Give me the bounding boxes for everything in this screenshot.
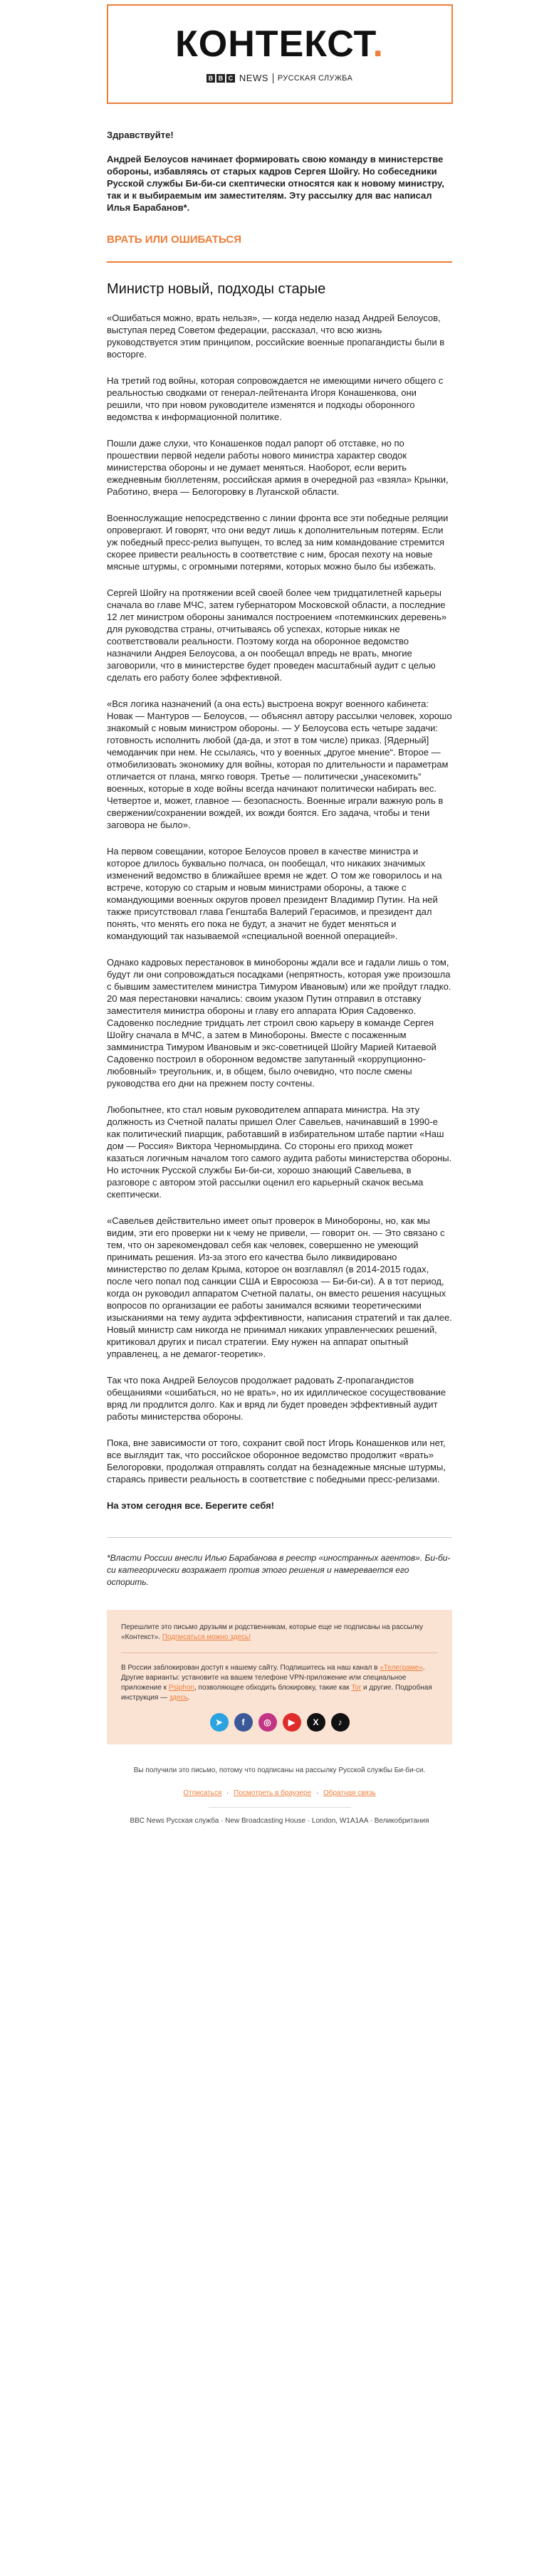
article-column	[107, 130, 452, 1826]
paragraph: «Ошибаться можно, врать нельзя», — когда неделю назад Андрей Белоусов, выступая перед Советом федерации, рассказал, что всю жизнь руководствуется этим принципом, российские военные пропагандисты были в восторге.	[107, 313, 445, 360]
kontekst-logo	[108, 6, 451, 63]
social-links	[121, 1713, 438, 1732]
article-title: Министр новый, подходы старые	[107, 281, 326, 297]
forward-note	[121, 1623, 438, 1643]
view-in-browser-link[interactable]: Посмотреть в браузере	[234, 1789, 312, 1797]
x-icon[interactable]: X	[307, 1713, 325, 1732]
logo-text: КОНТЕКСТ	[175, 23, 373, 65]
telegram-link[interactable]: «Телеграме»	[380, 1664, 423, 1672]
paragraph: Сергей Шойгу на протяжении всей своей более чем тридцатилетней карьеры сначала во главе МЧС, затем губернатором Московской области, а последние 12 лет министром обороны занимался построением «потемкинских деревень» для руководства страны, отчитываясь об успехах, которые никак не соответствовали реальности. Поэтому когда на оборонное ведомство назначили Андрея Белоусова, а он пообещал впредь не врать, многие заговорили, что в министерстве будет проведен масштабный аудит с целью сделать его работу более эффективной.	[107, 587, 447, 683]
footer-links: Отписаться · Посмотреть в браузере · Обратная связь	[183, 1789, 376, 1797]
blocked-text: , позволяющее обходить блокировку, такие как	[194, 1684, 350, 1692]
paragraph: Однако кадровых перестановок в минобороны ждали все и гадали лишь о том, будут ли они сопровождаться посадками (непрятность, которая уже произошла с бывшим заместителем министра Тимуром Ивановым) или же пройдут гладко. 20 мая перестановки начались: своим указом Путин отправил в отставку заместителя министра обороны и главу его аппарата Юрия Садовенко. Садовенко последние тридцать лет строил свою карьеру в команде Сергея Шойгу сначала в МЧС, а затем в Минобороны. Вместе с посаженным замминистра Тимуром Ивановым и экс-советницей Шойгу Марией Китаевой Садовенко построил в оборонном ведомстве запутанный «коррупционно-любовный» треугольник, и, в общем, было очевидно, что после смены руководства его дни на прежнем посту сочтены.	[107, 957, 451, 1089]
blocked-text: . Другие варианты: установите на вашем телефоне VPN-приложение или специальное приложение к	[121, 1664, 425, 1692]
section-label: ВРАТЬ ИЛИ ОШИБАТЬСЯ	[107, 234, 241, 246]
blocked-text: и другие. Подробная инструкция —	[121, 1684, 432, 1702]
closing-line: На этом сегодня все. Берегите себя!	[107, 1500, 274, 1511]
postal-address: BBC News Русская служба · New Broadcasting House · London, W1A1AA · Великобритания	[130, 1817, 429, 1825]
paragraph: Военнослужащие непосредственно с линии фронта все эти победные реляции опровергают. И говорят, что они ведут лишь к дополнительным потерям. Если уж победный пресс-релиз выпущен, то вслед за ним командование стремится скорее привести реальность в соответствие с ним, бросая пехоту на новые мясные штурмы, с огромными потерями, которых можно было бы избежать.	[107, 513, 449, 572]
paragraph: «Савельев действительно имеет опыт проверок в Минобороны, но, как мы видим, эти его проверки ни к чему не привели, — говорит он. — Это связано с тем, что он зарекомендовал себя как человек, совершенно не умеющий принимать решения. Из-за этого его качества было ликвидировано министерство по делам Крыма, которое он возглавлял (в 2014-2015 годах, после чего попал под санкции США и Евросоюза — Би-би-си). А в тот период, когда он руководил аппаратом Счетной палаты, он вместо решения насущных вопросов по организации ее работы занимался всякими теоретическими изысканиями на тему аудита эффективности, написания стратегий и так далее. Новый министр сам никогда не принимал никаких управленческих решений, критиковал других и писал стратегии. Ему нужен на аппарат опытный управленец, а не демагог-теоретик».	[107, 1215, 452, 1359]
psiphon-link[interactable]: Psiphon	[168, 1684, 194, 1692]
telegram-icon[interactable]: ➤	[210, 1713, 229, 1732]
youtube-icon[interactable]: ▶	[283, 1713, 301, 1732]
bbc-news-label: NEWS	[239, 73, 268, 83]
promo-box	[107, 1610, 452, 1744]
service-name: РУССКАЯ СЛУЖБА	[277, 73, 353, 83]
intro-text: Андрей Белоусов начинает формировать свою команду в министерстве обороны, избавляясь от старых кадров Сергея Шойгу. Но собеседники Русской службы Би-би-си скептически относятся как к новому министру, так и к выбираемым им заместителям. Эту рассылку для вас написал Илья Барабанов*.	[107, 154, 444, 213]
tor-link[interactable]: Tor	[351, 1684, 362, 1692]
paragraph: На третий год войны, которая сопровождается не имеющими ничего общего с реальностью сводками от генерал-лейтенанта Игоря Конашенкова, они решили, что при новом руководителе изменятся и подходы оборонного ведомства к информационной политике.	[107, 375, 444, 422]
paragraph: На первом совещании, которое Белоусов провел в качестве министра и которое длилось буквально полчаса, он пообещал, что никаких значимых изменений ведомство в ближайшее время не ждет. О том же говорилось и на встрече, которую со старым и новым министрами обороны, а также с командующими военных округов провел президент Владимир Путин. На ней также присутствовал глава Генштаба Валерий Герасимов, и президент дал понять, что менять его пока не будут, а значит не будет меняться и командующий так называемой «специальной военной операцией».	[107, 846, 442, 941]
paragraph: Пошли даже слухи, что Конашенков подал рапорт об отставке, но по прошествии первой недели работы нового министра характер сводок министерства обороны и не думает меняться. Наоборот, если верить ежедневным бюллетеням, российская армия в очередной раз «взяла» Крынки, Работино, вчера — Белогоровку в Луганской области.	[107, 438, 449, 497]
instagram-icon[interactable]: ◎	[258, 1713, 277, 1732]
bbc-letter-b1: B	[207, 74, 215, 83]
footer-divider	[209, 1807, 351, 1808]
bbc-brand-line	[108, 73, 451, 83]
unsubscribe-link[interactable]: Отписаться	[183, 1789, 222, 1797]
paragraph: «Вся логика назначений (а она есть) выстроена вокруг военного кабинета: Новак — Мантуров — Белоусов, — объяснял автору рассылки человек, хорошо знакомый с новым министром обороны. — У Белоусова есть четыре задачи: готовность исполнить любой (да-да, и этот в том числе) приказ. [Ядерный] чемоданчик при нем. Не ссылаясь, что у военных „другое мнение“. Второе — отмобилизовать экономику для войны, которая по длительности и параметрам отличается от плана, мягко говоря. Третье — политически „унасекомить“ военных, которые в ходе войны всегда начинают политически набирать вес. Четвертое и, может, главное — безопасность. Военные играли важную роль в свержении/сохранении вождей, их вожди боятся. Его задача, чтобы и тени заговора не было».	[107, 698, 452, 830]
subscription-reason: Вы получили это письмо, потому что подписаны на рассылку Русской службы Би-би-си.	[133, 1766, 426, 1774]
blocked-note: В России заблокирован доступ к нашему сайту. Подпишитесь на наш канал в «Телеграме». Другие варианты: установите на вашем телефоне VPN-приложение или специальное приложение к Psiphon, позволяющее обходить блокировку, такие как Tor и другие. Подробная инструкция — здесь.	[121, 1664, 432, 1702]
paragraph: Пока, вне зависимости от того, сохранит свой пост Игорь Конашенков или нет, все выглядит так, что российское оборонное ведомство продолжит «врать» Белогоровки, продолжая отправлять солдат на безнадежные мясные штурмы, стараясь привести реальность в соответствие с победными пресс-релизами.	[107, 1438, 446, 1485]
facebook-icon[interactable]: f	[234, 1713, 253, 1732]
forward-text: Перешлите это письмо друзьям и родственникам, которые еще не подписаны на рассылку «Контекст».	[121, 1623, 424, 1641]
section-divider	[107, 261, 452, 263]
paragraph: Так что пока Андрей Белоусов продолжает радовать Z-пропагандистов обещаниями «ошибаться, но не врать», но их идиллическое сосуществование вряд ли продлится долго. Как и вряд ли будет проведен эффективный аудит работы министерства обороны.	[107, 1375, 446, 1422]
email-page	[0, 4, 559, 1826]
paragraph: Любопытнее, кто стал новым руководителем аппарата министра. На эту должность из Счетной палаты пришел Олег Савельев, начинавший в 1990-е как политический пиарщик, работавший в избирательном штабе партии «Наш дом — Россия» Виктора Черномырдина. Со стороны его приход может казаться логичным началом того самого аудита работы министерства обороны. Но источник Русской службы Би-би-си, хорошо знающий Савельева, в разговоре с автором этой рассылки оценил его карьерный скачок весьма скептически.	[107, 1104, 452, 1200]
subscribe-link[interactable]: Подписаться можно здесь!	[162, 1633, 251, 1641]
bbc-letter-c: C	[226, 74, 235, 83]
bbc-logo	[207, 74, 235, 83]
foreign-agent-footnote: *Власти России внесли Илью Барабанова в реестр «иностранных агентов». Би-би-си категорически возражает против этого решения и намеревается его оспорить.	[107, 1537, 452, 1588]
blocked-text: В России заблокирован доступ к нашему сайту. Подпишитесь на наш канал в	[121, 1664, 378, 1672]
logo-dot: .	[372, 23, 384, 65]
bbc-letter-b2: B	[216, 74, 225, 83]
instructions-link[interactable]: здесь	[169, 1694, 188, 1702]
newsletter-header	[107, 4, 453, 104]
footer	[107, 1766, 452, 1826]
feedback-link[interactable]: Обратная связь	[323, 1789, 376, 1797]
tiktok-icon[interactable]: ♪	[331, 1713, 350, 1732]
greeting: Здравствуйте!	[107, 130, 174, 140]
